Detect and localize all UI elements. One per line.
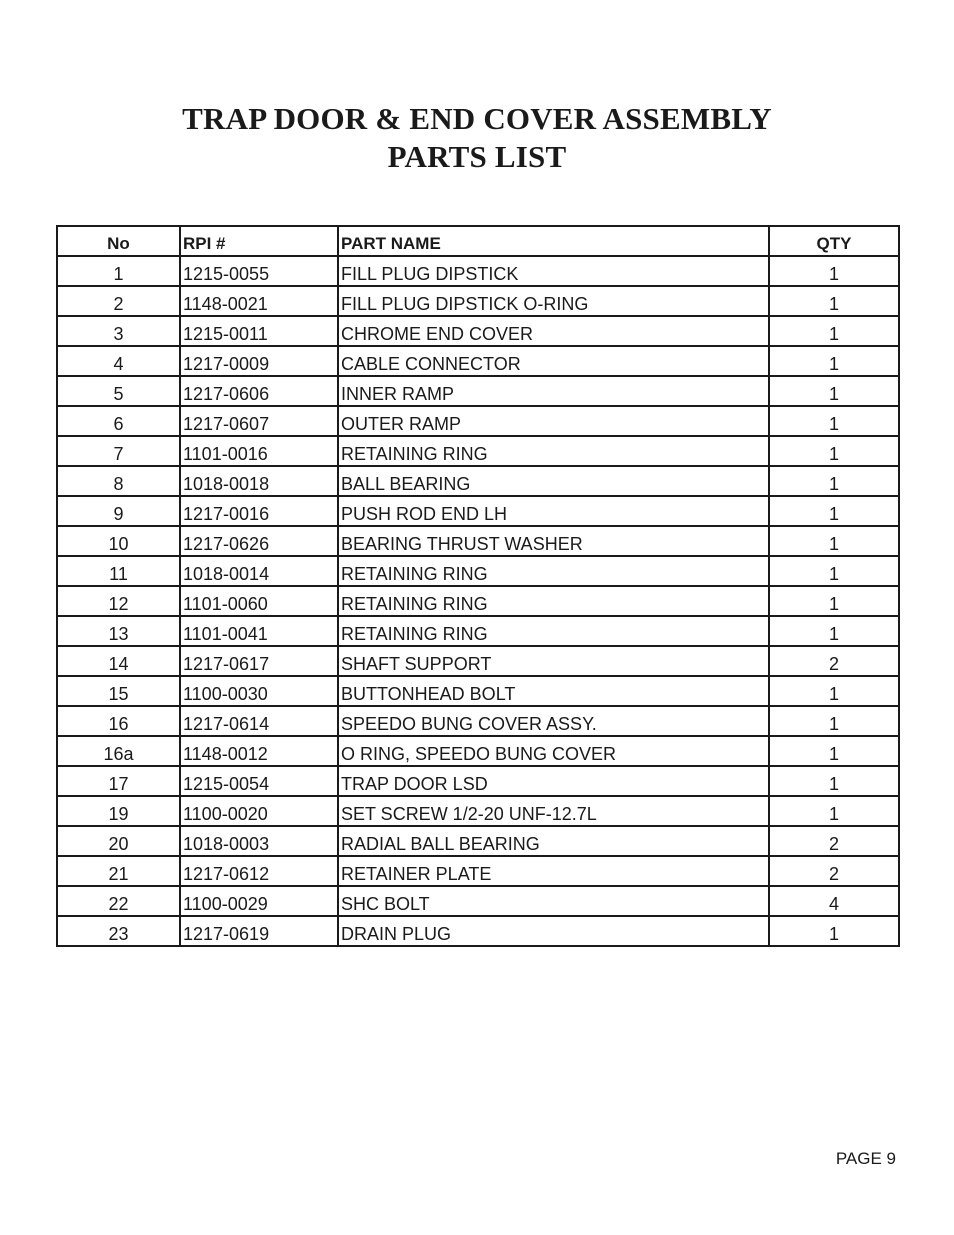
cell-part-name: SHAFT SUPPORT xyxy=(338,646,769,676)
cell-qty: 1 xyxy=(769,736,899,766)
cell-rpi: 1018-0003 xyxy=(180,826,338,856)
table-row xyxy=(57,286,899,316)
table-row xyxy=(57,436,899,466)
cell-rpi: 1148-0021 xyxy=(180,286,338,316)
cell-qty: 2 xyxy=(769,826,899,856)
table-row xyxy=(57,706,899,736)
cell-part-name: RETAINING RING xyxy=(338,556,769,586)
cell-no: 4 xyxy=(57,346,180,376)
cell-part-name: O RING, SPEEDO BUNG COVER xyxy=(338,736,769,766)
cell-part-name: TRAP DOOR LSD xyxy=(338,766,769,796)
cell-qty: 1 xyxy=(769,526,899,556)
cell-part-name: BUTTONHEAD BOLT xyxy=(338,676,769,706)
table-row xyxy=(57,346,899,376)
cell-part-name: PUSH ROD END LH xyxy=(338,496,769,526)
parts-table xyxy=(56,225,900,947)
cell-no: 16a xyxy=(57,736,180,766)
table-row xyxy=(57,466,899,496)
title-line-2: PARTS LIST xyxy=(387,139,567,174)
cell-no: 5 xyxy=(57,376,180,406)
cell-qty: 1 xyxy=(769,406,899,436)
table-header-row xyxy=(57,226,899,256)
table-row xyxy=(57,316,899,346)
table-row xyxy=(57,856,899,886)
cell-rpi: 1100-0020 xyxy=(180,796,338,826)
cell-rpi: 1100-0029 xyxy=(180,886,338,916)
cell-no: 7 xyxy=(57,436,180,466)
header-no: No xyxy=(57,226,180,256)
table-row xyxy=(57,826,899,856)
cell-no: 16 xyxy=(57,706,180,736)
table-row xyxy=(57,526,899,556)
table-row xyxy=(57,376,899,406)
table-row xyxy=(57,616,899,646)
cell-qty: 1 xyxy=(769,346,899,376)
cell-qty: 1 xyxy=(769,376,899,406)
cell-no: 11 xyxy=(57,556,180,586)
cell-qty: 1 xyxy=(769,676,899,706)
cell-rpi: 1101-0016 xyxy=(180,436,338,466)
cell-part-name: SHC BOLT xyxy=(338,886,769,916)
cell-part-name: RETAINING RING xyxy=(338,586,769,616)
cell-rpi: 1100-0030 xyxy=(180,676,338,706)
cell-no: 2 xyxy=(57,286,180,316)
cell-rpi: 1018-0014 xyxy=(180,556,338,586)
cell-part-name: RADIAL BALL BEARING xyxy=(338,826,769,856)
cell-no: 1 xyxy=(57,256,180,286)
cell-part-name: CABLE CONNECTOR xyxy=(338,346,769,376)
cell-part-name: BEARING THRUST WASHER xyxy=(338,526,769,556)
cell-no: 3 xyxy=(57,316,180,346)
cell-no: 13 xyxy=(57,616,180,646)
cell-qty: 1 xyxy=(769,316,899,346)
cell-qty: 1 xyxy=(769,796,899,826)
cell-part-name: RETAINING RING xyxy=(338,436,769,466)
cell-qty: 1 xyxy=(769,586,899,616)
cell-rpi: 1217-0009 xyxy=(180,346,338,376)
cell-part-name: BALL BEARING xyxy=(338,466,769,496)
table-row xyxy=(57,406,899,436)
cell-no: 17 xyxy=(57,766,180,796)
table-row xyxy=(57,256,899,286)
cell-no: 19 xyxy=(57,796,180,826)
cell-qty: 1 xyxy=(769,706,899,736)
cell-qty: 1 xyxy=(769,616,899,646)
cell-rpi: 1217-0607 xyxy=(180,406,338,436)
cell-rpi: 1217-0606 xyxy=(180,376,338,406)
cell-no: 12 xyxy=(57,586,180,616)
cell-rpi: 1217-0626 xyxy=(180,526,338,556)
table-row xyxy=(57,916,899,946)
cell-part-name: DRAIN PLUG xyxy=(338,916,769,946)
title-line-1: TRAP DOOR & END COVER ASSEMBLY xyxy=(182,101,772,136)
cell-qty: 1 xyxy=(769,766,899,796)
cell-qty: 1 xyxy=(769,556,899,586)
cell-no: 20 xyxy=(57,826,180,856)
cell-part-name: SET SCREW 1/2-20 UNF-12.7L xyxy=(338,796,769,826)
cell-qty: 2 xyxy=(769,646,899,676)
cell-no: 14 xyxy=(57,646,180,676)
table-row xyxy=(57,796,899,826)
header-rpi: RPI # xyxy=(180,226,338,256)
page-title xyxy=(0,100,954,176)
cell-qty: 1 xyxy=(769,256,899,286)
cell-no: 22 xyxy=(57,886,180,916)
table-row xyxy=(57,556,899,586)
cell-rpi: 1101-0060 xyxy=(180,586,338,616)
cell-no: 8 xyxy=(57,466,180,496)
parts-table-body xyxy=(57,256,899,946)
cell-qty: 1 xyxy=(769,916,899,946)
cell-rpi: 1217-0617 xyxy=(180,646,338,676)
cell-no: 15 xyxy=(57,676,180,706)
cell-no: 6 xyxy=(57,406,180,436)
table-row xyxy=(57,736,899,766)
cell-no: 23 xyxy=(57,916,180,946)
cell-qty: 4 xyxy=(769,886,899,916)
cell-rpi: 1215-0011 xyxy=(180,316,338,346)
table-row xyxy=(57,676,899,706)
cell-qty: 1 xyxy=(769,466,899,496)
cell-part-name: OUTER RAMP xyxy=(338,406,769,436)
page-number: PAGE 9 xyxy=(835,1149,896,1168)
cell-no: 9 xyxy=(57,496,180,526)
cell-qty: 2 xyxy=(769,856,899,886)
cell-part-name: FILL PLUG DIPSTICK O-RING xyxy=(338,286,769,316)
cell-rpi: 1215-0055 xyxy=(180,256,338,286)
cell-rpi: 1148-0012 xyxy=(180,736,338,766)
header-qty: QTY xyxy=(769,226,899,256)
header-part-name: PART NAME xyxy=(338,226,769,256)
table-row xyxy=(57,586,899,616)
table-row xyxy=(57,496,899,526)
table-row xyxy=(57,886,899,916)
cell-qty: 1 xyxy=(769,286,899,316)
cell-no: 21 xyxy=(57,856,180,886)
cell-no: 10 xyxy=(57,526,180,556)
cell-part-name: SPEEDO BUNG COVER ASSY. xyxy=(338,706,769,736)
cell-rpi: 1018-0018 xyxy=(180,466,338,496)
cell-rpi: 1215-0054 xyxy=(180,766,338,796)
cell-rpi: 1217-0614 xyxy=(180,706,338,736)
cell-rpi: 1217-0612 xyxy=(180,856,338,886)
cell-part-name: RETAINER PLATE xyxy=(338,856,769,886)
cell-qty: 1 xyxy=(769,436,899,466)
cell-part-name: FILL PLUG DIPSTICK xyxy=(338,256,769,286)
cell-rpi: 1217-0016 xyxy=(180,496,338,526)
cell-part-name: RETAINING RING xyxy=(338,616,769,646)
cell-part-name: CHROME END COVER xyxy=(338,316,769,346)
cell-part-name: INNER RAMP xyxy=(338,376,769,406)
cell-qty: 1 xyxy=(769,496,899,526)
table-row xyxy=(57,646,899,676)
table-row xyxy=(57,766,899,796)
cell-rpi: 1217-0619 xyxy=(180,916,338,946)
cell-rpi: 1101-0041 xyxy=(180,616,338,646)
